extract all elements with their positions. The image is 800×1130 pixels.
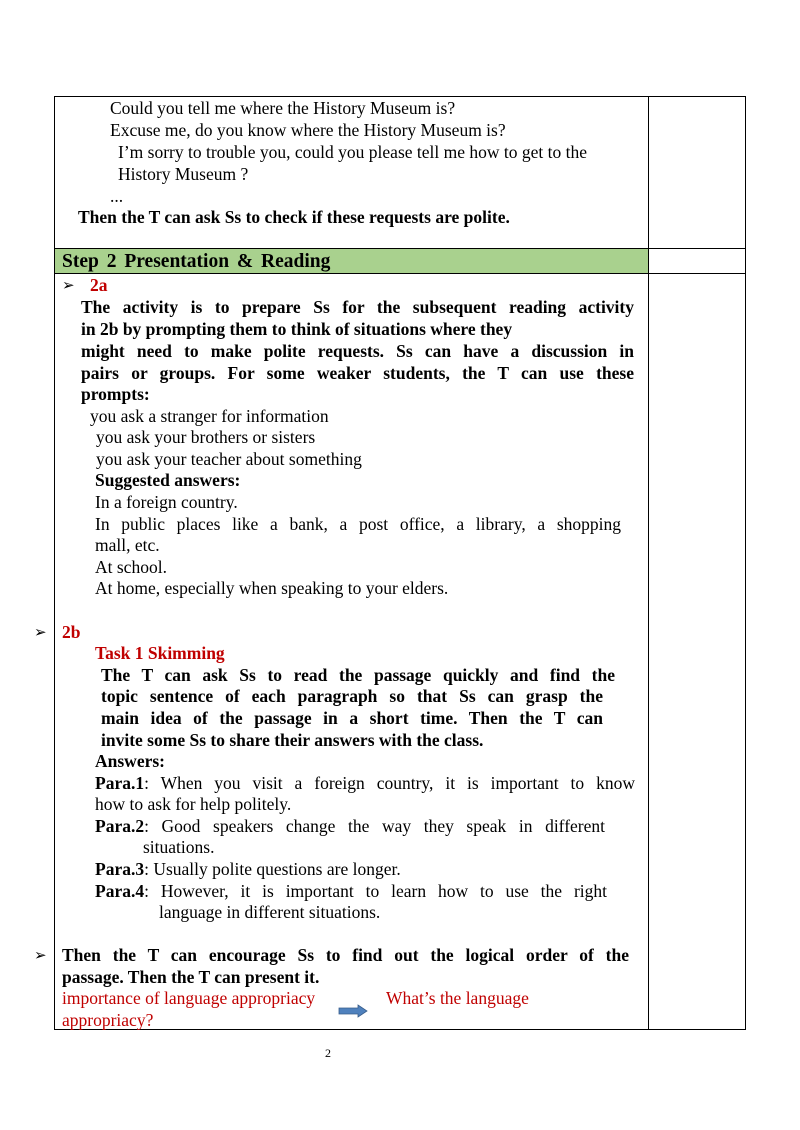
bullet-arrow-icon: ➢ [34,948,47,964]
logical-order-line: Then the T can encourage Ss to find out the logical order of the [62,945,629,965]
suggested-answer: At school. [95,557,167,577]
task-1-line: topic sentence of each paragraph so that Ss can grasp the [101,686,603,706]
task-1-line: invite some Ss to share their answers with the class. [101,730,484,750]
answer-text: : When you visit a foreign country, it is important to know [144,773,635,793]
answer-text: : Good speakers change the way they speak in different [144,816,605,836]
answer-para-2 [95,816,605,837]
answer-text: : However, it is important to learn how to use the right [144,881,607,901]
answer-label: Para.1 [95,773,145,793]
request-example-3-cont: History Museum ? [118,164,249,184]
suggested-answer-cont: mall, etc. [95,535,160,555]
request-example-2: Excuse me, do you know where the History Museum is? [110,120,506,140]
prompt-item: you ask a stranger for information [90,406,329,426]
answer-label: Para.3 [95,859,145,879]
task-1-line: The T can ask Ss to read the passage quickly and find the [101,665,615,685]
answer-para-1-cont: how to ask for help politely. [95,794,292,814]
para-2a-line: The activity is to prepare Ss for the subsequent reading activity [81,297,634,317]
right-arrow-icon [338,1004,368,1018]
suggested-answers-heading: Suggested answers: [95,470,241,490]
answer-para-1 [95,773,635,794]
para-2a-line: in 2b by prompting them to think of situations where they [81,319,513,339]
step-2-heading: Step 2 Presentation & Reading [62,251,331,272]
answer-para-4 [95,881,607,902]
label-2a: 2a [90,275,108,295]
answer-para-2-cont: situations. [143,837,215,857]
prompt-item: you ask your teacher about something [96,449,362,469]
table-row-divider [54,273,746,274]
para-2a-line: pairs or groups. For some weaker students, the T can use these [81,363,634,383]
table-column-divider [648,96,649,1030]
para-2a-line: prompts: [81,384,150,404]
suggested-answer: In a foreign country. [95,492,238,512]
check-polite-instruction: Then the T can ask Ss to check if these requests are polite. [78,207,510,227]
bullet-arrow-icon: ➢ [34,625,47,641]
answer-para-4-cont: language in different situations. [159,902,381,922]
label-2b: 2b [62,622,81,642]
bullet-arrow-icon: ➢ [62,278,75,294]
logical-order-line: passage. Then the T can present it. [62,967,320,987]
task-1-line: main idea of the passage in a short time. Then the T can [101,708,603,728]
ellipsis: ... [110,186,124,206]
answer-para-3 [95,859,401,880]
red-note-cont: appropriacy? [62,1010,154,1030]
suggested-answer: In public places like a bank, a post office, a library, a shopping [95,514,621,534]
prompt-item: you ask your brothers or sisters [96,427,316,447]
red-note-left: importance of language appropriacy [62,988,316,1008]
answer-text: : Usually polite questions are longer. [144,859,401,879]
para-2a-line: might need to make polite requests. Ss can have a discussion in [81,341,634,361]
red-note-right: What’s the language [386,988,529,1008]
answer-label: Para.4 [95,881,145,901]
answers-heading: Answers: [95,751,165,771]
request-example-3: I’m sorry to trouble you, could you please tell me how to get to the [118,142,587,162]
page-number: 2 [325,1046,331,1060]
request-example-1: Could you tell me where the History Museum is? [110,98,456,118]
answer-label: Para.2 [95,816,145,836]
task-1-title: Task 1 Skimming [95,643,225,663]
suggested-answer: At home, especially when speaking to your elders. [95,578,449,598]
